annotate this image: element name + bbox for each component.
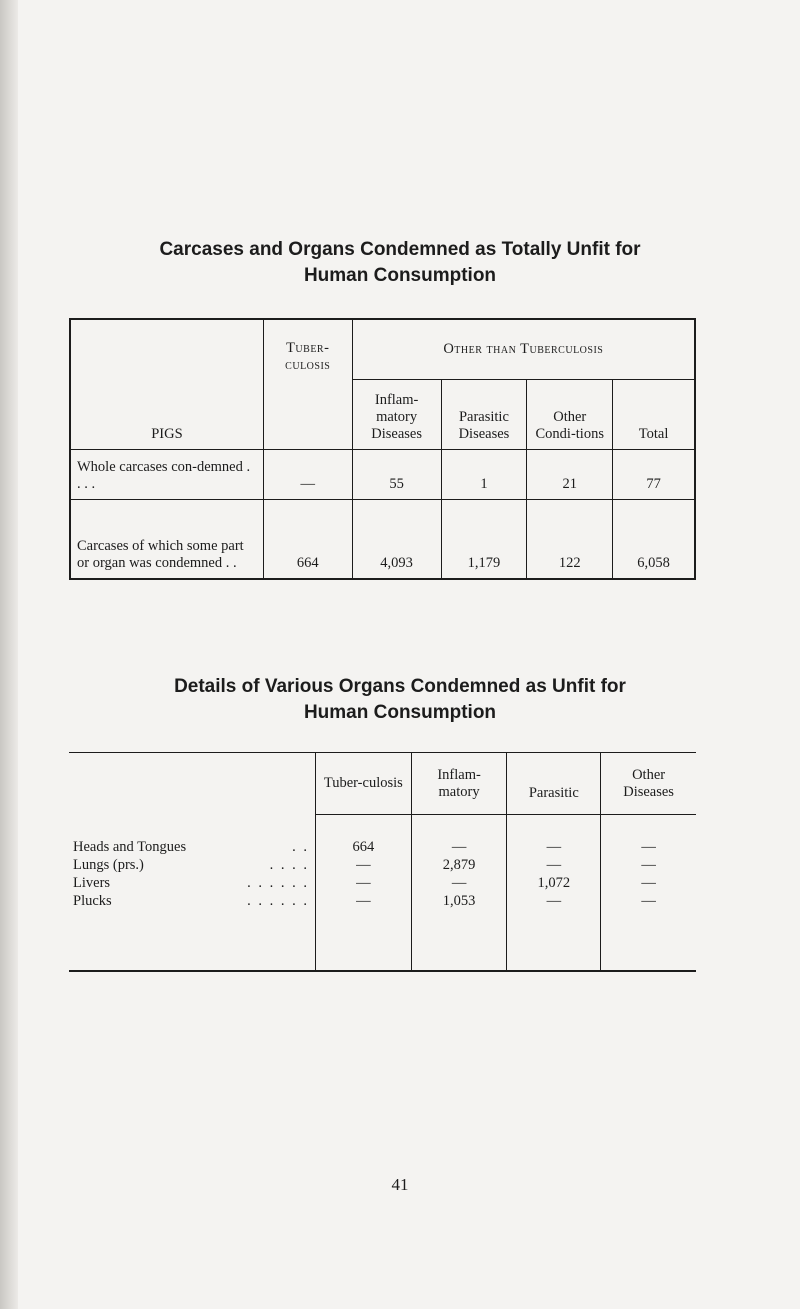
col-header-inflammatory: Inflam-matory Diseases	[352, 379, 441, 449]
cell-parasitic: —	[507, 893, 601, 911]
cell-other-conditions: 122	[527, 499, 613, 579]
leader-dots: . . . .	[269, 857, 309, 873]
spacer-cell	[411, 911, 507, 971]
col-group-other-than-tuberculosis: Other than Tuberculosis	[352, 319, 695, 379]
cell-inflammatory: 4,093	[352, 499, 441, 579]
cell-inflammatory: 55	[352, 449, 441, 499]
page-number: 41	[391, 1175, 409, 1194]
cell-inflammatory: —	[411, 839, 507, 857]
col-header-parasitic: Parasitic Diseases	[441, 379, 527, 449]
table-row	[70, 499, 695, 579]
cell-parasitic: 1,072	[507, 875, 601, 893]
row-label-text: Heads and Tongues	[73, 839, 187, 855]
cell-parasitic: —	[507, 839, 601, 857]
cell-parasitic: 1	[441, 449, 527, 499]
row-label: Whole carcases con-demned . . . .	[70, 449, 263, 499]
table-row	[69, 857, 696, 875]
leader-dots: . . . . . .	[247, 875, 309, 891]
table-row	[69, 893, 696, 911]
cell-other: —	[601, 893, 696, 911]
row-label	[69, 839, 315, 857]
row-label-text: Lungs (prs.)	[73, 857, 144, 873]
cell-tuberculosis: —	[315, 857, 411, 875]
leader-dots: . .	[292, 839, 309, 855]
row-label	[69, 875, 315, 893]
spacer-cell	[507, 911, 601, 971]
cell-tuberculosis: 664	[315, 839, 411, 857]
col-header-tuberculosis: Tuber-culosis	[315, 753, 411, 815]
cell-inflammatory: 1,053	[411, 893, 507, 911]
col-header-tuberculosis	[263, 319, 352, 449]
col-header-inflammatory: Inflam-matory	[411, 753, 507, 815]
spacer-cell	[601, 815, 696, 839]
spacer-cell	[315, 815, 411, 839]
spacer-cell	[69, 815, 315, 839]
cell-total: 77	[613, 449, 695, 499]
col-header-other-conditions: Other Condi-tions	[527, 379, 613, 449]
cell-parasitic: —	[507, 857, 601, 875]
organs-condemned-table	[69, 752, 696, 972]
table1-title-line1: Carcases and Organs Condemned as Totally Unfit for	[159, 239, 641, 260]
cell-tuberculosis: —	[263, 449, 352, 499]
cell-inflammatory: 2,879	[411, 857, 507, 875]
row-label-text: Livers	[73, 875, 111, 891]
table-row	[69, 875, 696, 893]
cell-tuberculosis: —	[315, 893, 411, 911]
spacer-cell	[507, 815, 601, 839]
row-label	[69, 893, 315, 911]
cell-tuberculosis: —	[315, 875, 411, 893]
tuberculosis-header-text: Tuber-culosis	[285, 340, 331, 373]
table2-title-line1: Details of Various Organs Condemned as Unfit for	[174, 676, 626, 697]
col-header-parasitic: Parasitic	[507, 753, 601, 815]
leader-dots: . . . . . .	[247, 893, 309, 909]
carcases-condemned-table	[69, 318, 696, 580]
spacer-cell	[601, 911, 696, 971]
row-label: Carcases of which some part or organ was condemned . .	[70, 499, 263, 579]
cell-total: 6,058	[613, 499, 695, 579]
col-header-other-diseases: Other Diseases	[601, 753, 696, 815]
spacer-cell	[315, 911, 411, 971]
cell-other: —	[601, 839, 696, 857]
cell-other: —	[601, 857, 696, 875]
table1-title-line2: Human Consumption	[303, 265, 497, 286]
cell-other-conditions: 21	[527, 449, 613, 499]
cell-inflammatory: —	[411, 875, 507, 893]
page-edge-shadow	[0, 0, 18, 1309]
table-row	[69, 839, 696, 857]
row-label-text: Plucks	[73, 893, 112, 909]
cell-other: —	[601, 875, 696, 893]
table-row	[70, 449, 695, 499]
col-header-total: Total	[613, 379, 695, 449]
table2-title	[0, 674, 800, 726]
spacer-cell	[411, 815, 507, 839]
spacer-cell	[69, 911, 315, 971]
blank-header-cell	[69, 753, 315, 815]
table1-title	[0, 237, 800, 289]
row-label	[69, 857, 315, 875]
cell-tuberculosis: 664	[263, 499, 352, 579]
row-header-pigs: PIGS	[70, 319, 263, 449]
cell-parasitic: 1,179	[441, 499, 527, 579]
table2-title-line2: Human Consumption	[303, 702, 497, 723]
